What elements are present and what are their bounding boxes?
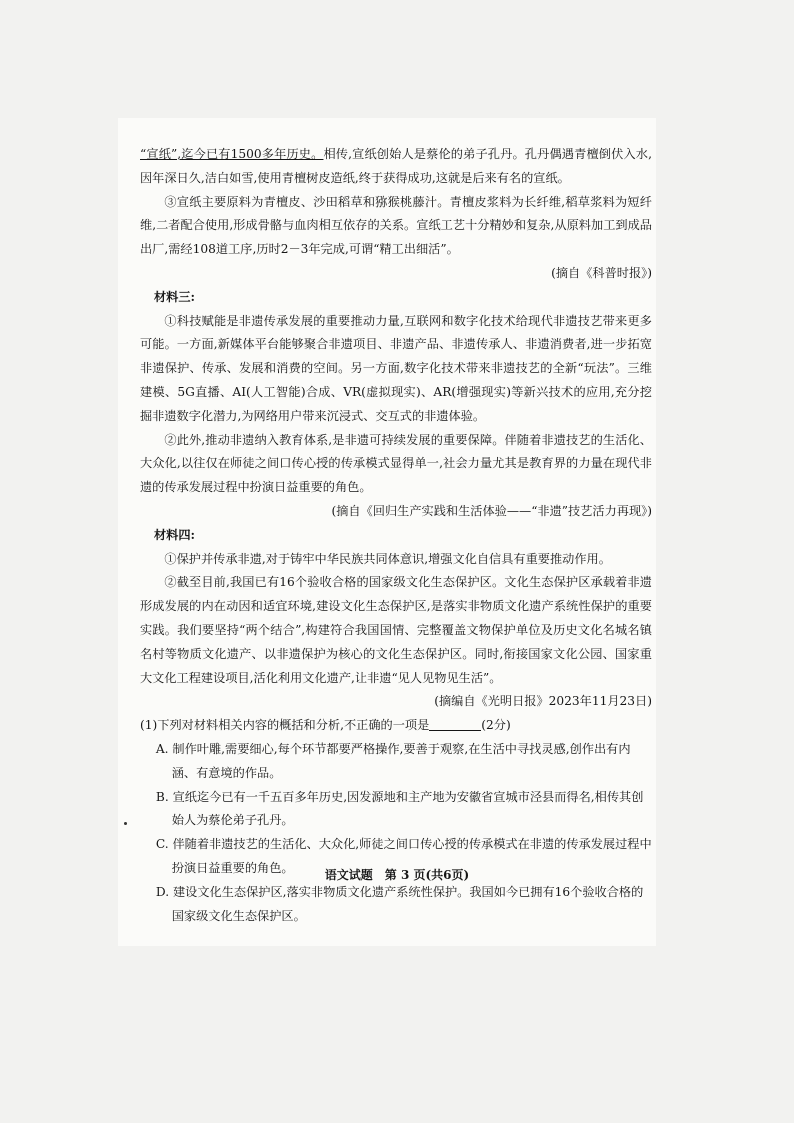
page-footer: 语文试题 第 3 页(共6页) — [324, 868, 470, 882]
material-two-continued — [140, 143, 652, 191]
answer-blank[interactable] — [429, 718, 481, 731]
source-note-3: (摘自《回归生产实践和生活体验——“非遗”技艺活力再现》) — [331, 503, 652, 518]
question-score: (2分) — [481, 718, 511, 733]
paragraph-3: ③宣纸主要原料为青檀皮、沙田稻草和猕猴桃藤汁。青檀皮浆料为长纤维,稻草浆料为短纤维,二者配合使用,形成骨骼与血肉相互依存的关系。宣纸工艺十分精妙和复杂,从原料加工到成品出厂,需经108道工序,历时2－3年完成,可谓“精工出细活”。 — [140, 194, 652, 257]
question-stem: (1)下列对材料相关内容的概括和分析,不正确的一项是 — [140, 718, 430, 733]
page-content — [140, 143, 652, 928]
option-c: C. 伴随着非遗技艺的生活化、大众化,师徒之间口传心授的传承模式在非遗的传承发展过程中扮演日益重要的角色。 — [155, 837, 652, 875]
material-three-heading: 材料三: — [154, 289, 196, 304]
option-a: A. 制作叶雕,需要细心,每个环节都要严格操作,要善于观察,在生活中寻找灵感,创作出有内涵、有意境的作品。 — [155, 741, 631, 780]
option-d: D. 建设文化生态保护区,落实非物质文化遗产系统性保护。我国如今已拥有16个验收合格的国家级文化生态保护区。 — [155, 884, 644, 923]
material-four-paragraph-1: ①保护并传承非遗,对于铸牢中华民族共同体意识,增强文化自信具有重要推动作用。 — [164, 551, 611, 566]
material-four-paragraph-2: ②截至目前,我国已有16个验收合格的国家级文化生态保护区。文化生态保护区承载着非遗形成发展的内在动因和适宜环境,建设文化生态保护区,是落实非物质文化遗产系统性保护的重要实践。我们要坚持“两个结合”,构建符合我国国情、完整覆盖文物保护单位及历史文化名城名镇名村等物质文化遗产、以非遗保护为核心的文化生态保护区。同时,衔接国家文化公园、国家重大文化工程建设项目,活化利用文化遗产,让非遗“见人见物见生活”。 — [140, 575, 652, 685]
source-note-4: (摘编自《光明日报》2023年11月23日) — [434, 694, 652, 709]
question-1 — [140, 714, 652, 738]
source-note-2: (摘自《科普时报》) — [551, 265, 652, 280]
underlined-text: “宣纸”,迄今已有1500多年历史。 — [140, 147, 324, 161]
ink-dot — [124, 822, 127, 825]
material-three-paragraph-1: ①科技赋能是非遗传承发展的重要推动力量,互联网和数字化技术给现代非遗技艺带来更多可能。一方面,新媒体平台能够聚合非遗项目、非遗产品、非遗传承人、非遗消费者,进一步拓宽非遗保护、传承、发展和消费的空间。另一方面,数字化技术带来非遗技艺的全新“玩法”。三维建模、5G直播、AI(人工智能)合成、VR(虚拟现实)、AR(增强现实)等新兴技术的应用,充分挖掘非遗数字化潜力,为网络用户带来沉浸式、交互式的非遗体验。 — [140, 313, 652, 423]
material-three-paragraph-2: ②此外,推动非遗纳入教育体系,是非遗可持续发展的重要保障。伴随着非遗技艺的生活化、大众化,以往仅在师徒之间口传心授的传承模式显得单一,社会力量尤其是教育界的力量在现代非遗的传承发展过程中扮演日益重要的角色。 — [140, 432, 652, 495]
option-b: B. 宣纸迄今已有一千五百多年历史,因发源地和主产地为安徽省宣城市泾县而得名,相传其创始人为蔡伦弟子孔丹。 — [155, 789, 644, 828]
material-four-heading: 材料四: — [154, 527, 196, 542]
paragraph-text: 相传,宣纸创始人是蔡伦的弟子孔丹。孔丹偶遇青檀倒伏入水,因年深日久,洁白如雪,使用青檀树皮造纸,终于获得成功,这就是后来有名的宣纸。 — [140, 147, 652, 185]
